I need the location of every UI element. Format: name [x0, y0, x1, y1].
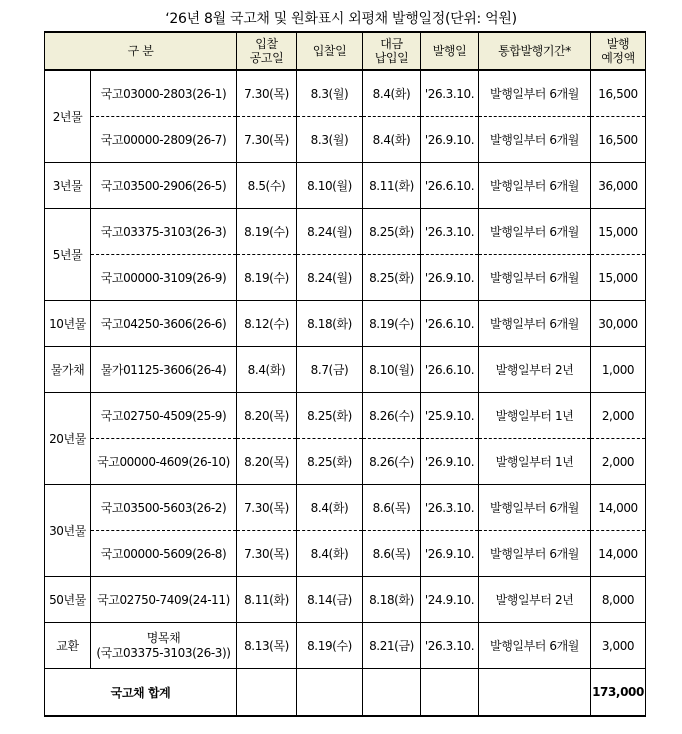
issue-date: '26.3.10.: [421, 485, 479, 531]
issue-period: 발행일부터 6개월: [479, 531, 591, 577]
bond-name: 물가01125-3606(26-4): [91, 347, 237, 393]
empty-cell: [363, 669, 421, 717]
header-issue: 발행일: [421, 32, 479, 70]
table-row: [45, 577, 646, 623]
issue-period: 발행일부터 6개월: [479, 623, 591, 669]
payment-date: 8.6(목): [363, 485, 421, 531]
total-amount: 173,000: [591, 669, 646, 717]
announce-date: 8.19(수): [237, 209, 297, 255]
bond-name: 국고03500-5603(26-2): [91, 485, 237, 531]
auction-date: 8.19(수): [297, 623, 363, 669]
issue-period: 발행일부터 6개월: [479, 301, 591, 347]
payment-date: 8.25(화): [363, 255, 421, 301]
issue-date: '26.3.10.: [421, 623, 479, 669]
table-row: [45, 70, 646, 117]
total-label: 국고채 합계: [45, 669, 237, 717]
table-row: [45, 117, 646, 163]
auction-date: 8.10(월): [297, 163, 363, 209]
issue-period: 발행일부터 6개월: [479, 163, 591, 209]
issue-amount: 1,000: [591, 347, 646, 393]
issue-amount: 14,000: [591, 485, 646, 531]
issue-period: 발행일부터 1년: [479, 439, 591, 485]
issue-period: 발행일부터 6개월: [479, 209, 591, 255]
group-label: 20년물: [45, 393, 91, 485]
group-label: 2년물: [45, 70, 91, 163]
payment-date: 8.19(수): [363, 301, 421, 347]
group-label: 교환: [45, 623, 91, 669]
payment-date: 8.4(화): [363, 117, 421, 163]
issue-period: 발행일부터 2년: [479, 577, 591, 623]
issue-period: 발행일부터 6개월: [479, 117, 591, 163]
bond-name: 국고03375-3103(26-3): [91, 209, 237, 255]
auction-date: 8.24(월): [297, 255, 363, 301]
table-row: [45, 623, 646, 669]
header-amount: 발행 예정액: [591, 32, 646, 70]
auction-date: 8.3(월): [297, 70, 363, 117]
issue-amount: 14,000: [591, 531, 646, 577]
issue-period: 발행일부터 6개월: [479, 485, 591, 531]
group-label: 5년물: [45, 209, 91, 301]
issue-period: 발행일부터 1년: [479, 393, 591, 439]
page-title: ‘26년 8월 국고채 및 원화표시 외평채 발행일정(단위: 억원): [165, 11, 517, 27]
auction-date: 8.18(화): [297, 301, 363, 347]
header-row: [45, 32, 646, 70]
issue-amount: 2,000: [591, 393, 646, 439]
table-row: [45, 531, 646, 577]
empty-cell: [237, 669, 297, 717]
header-auction: 입찰일: [297, 32, 363, 70]
announce-date: 7.30(목): [237, 531, 297, 577]
payment-date: 8.6(목): [363, 531, 421, 577]
group-label: 물가채: [45, 347, 91, 393]
issue-amount: 16,500: [591, 117, 646, 163]
bond-name: 국고02750-4509(25-9): [91, 393, 237, 439]
table-row: [45, 163, 646, 209]
table-row: [45, 209, 646, 255]
issue-date: '26.9.10.: [421, 117, 479, 163]
issue-amount: 15,000: [591, 255, 646, 301]
table-row: [45, 301, 646, 347]
issue-amount: 36,000: [591, 163, 646, 209]
auction-date: 8.24(월): [297, 209, 363, 255]
issue-date: '26.3.10.: [421, 209, 479, 255]
announce-date: 7.30(목): [237, 117, 297, 163]
header-payment: 대금 납입일: [363, 32, 421, 70]
bond-name: 국고00000-2809(26-7): [91, 117, 237, 163]
issue-date: '26.9.10.: [421, 255, 479, 301]
issue-period: 발행일부터 6개월: [479, 70, 591, 117]
bond-name: 국고00000-5609(26-8): [91, 531, 237, 577]
bond-name: 국고02750-7409(24-11): [91, 577, 237, 623]
announce-date: 8.11(화): [237, 577, 297, 623]
table-row: [45, 485, 646, 531]
empty-cell: [479, 669, 591, 717]
bond-name: 명목채 (국고03375-3103(26-3)): [91, 623, 237, 669]
group-label: 10년물: [45, 301, 91, 347]
issuance-schedule-table: [44, 31, 646, 717]
payment-date: 8.26(수): [363, 393, 421, 439]
table-row: [45, 255, 646, 301]
issue-date: '26.6.10.: [421, 163, 479, 209]
auction-date: 8.14(금): [297, 577, 363, 623]
bond-name: 국고00000-4609(26-10): [91, 439, 237, 485]
payment-date: 8.21(금): [363, 623, 421, 669]
auction-date: 8.7(금): [297, 347, 363, 393]
issue-date: '26.6.10.: [421, 301, 479, 347]
payment-date: 8.10(월): [363, 347, 421, 393]
announce-date: 7.30(목): [237, 485, 297, 531]
header-announce: 입찰 공고일: [237, 32, 297, 70]
header-category: 구 분: [45, 32, 237, 70]
auction-date: 8.3(월): [297, 117, 363, 163]
issue-amount: 16,500: [591, 70, 646, 117]
payment-date: 8.4(화): [363, 70, 421, 117]
empty-cell: [421, 669, 479, 717]
announce-date: 8.13(목): [237, 623, 297, 669]
auction-date: 8.25(화): [297, 393, 363, 439]
table-row: [45, 347, 646, 393]
bond-name: 국고00000-3109(26-9): [91, 255, 237, 301]
bond-name: 국고04250-3606(26-6): [91, 301, 237, 347]
issue-date: '24.9.10.: [421, 577, 479, 623]
announce-date: 8.5(수): [237, 163, 297, 209]
payment-date: 8.26(수): [363, 439, 421, 485]
auction-date: 8.25(화): [297, 439, 363, 485]
issue-date: '26.6.10.: [421, 347, 479, 393]
group-label: 3년물: [45, 163, 91, 209]
issue-date: '26.9.10.: [421, 531, 479, 577]
total-row: [45, 669, 646, 717]
issue-amount: 30,000: [591, 301, 646, 347]
header-period: 통합발행기간*: [479, 32, 591, 70]
issue-date: '25.9.10.: [421, 393, 479, 439]
issue-period: 발행일부터 6개월: [479, 255, 591, 301]
auction-date: 8.4(화): [297, 485, 363, 531]
bond-name: 국고03500-2906(26-5): [91, 163, 237, 209]
issue-amount: 8,000: [591, 577, 646, 623]
group-label: 50년물: [45, 577, 91, 623]
payment-date: 8.18(화): [363, 577, 421, 623]
empty-cell: [297, 669, 363, 717]
payment-date: 8.25(화): [363, 209, 421, 255]
issue-date: '26.9.10.: [421, 439, 479, 485]
announce-date: 7.30(목): [237, 70, 297, 117]
announce-date: 8.12(수): [237, 301, 297, 347]
issue-amount: 15,000: [591, 209, 646, 255]
announce-date: 8.4(화): [237, 347, 297, 393]
announce-date: 8.20(목): [237, 439, 297, 485]
announce-date: 8.20(목): [237, 393, 297, 439]
issue-amount: 3,000: [591, 623, 646, 669]
auction-date: 8.4(화): [297, 531, 363, 577]
issue-period: 발행일부터 2년: [479, 347, 591, 393]
bond-name: 국고03000-2803(26-1): [91, 70, 237, 117]
announce-date: 8.19(수): [237, 255, 297, 301]
table-row: [45, 393, 646, 439]
group-label: 30년물: [45, 485, 91, 577]
payment-date: 8.11(화): [363, 163, 421, 209]
issue-amount: 2,000: [591, 439, 646, 485]
table-row: [45, 439, 646, 485]
issue-date: '26.3.10.: [421, 70, 479, 117]
